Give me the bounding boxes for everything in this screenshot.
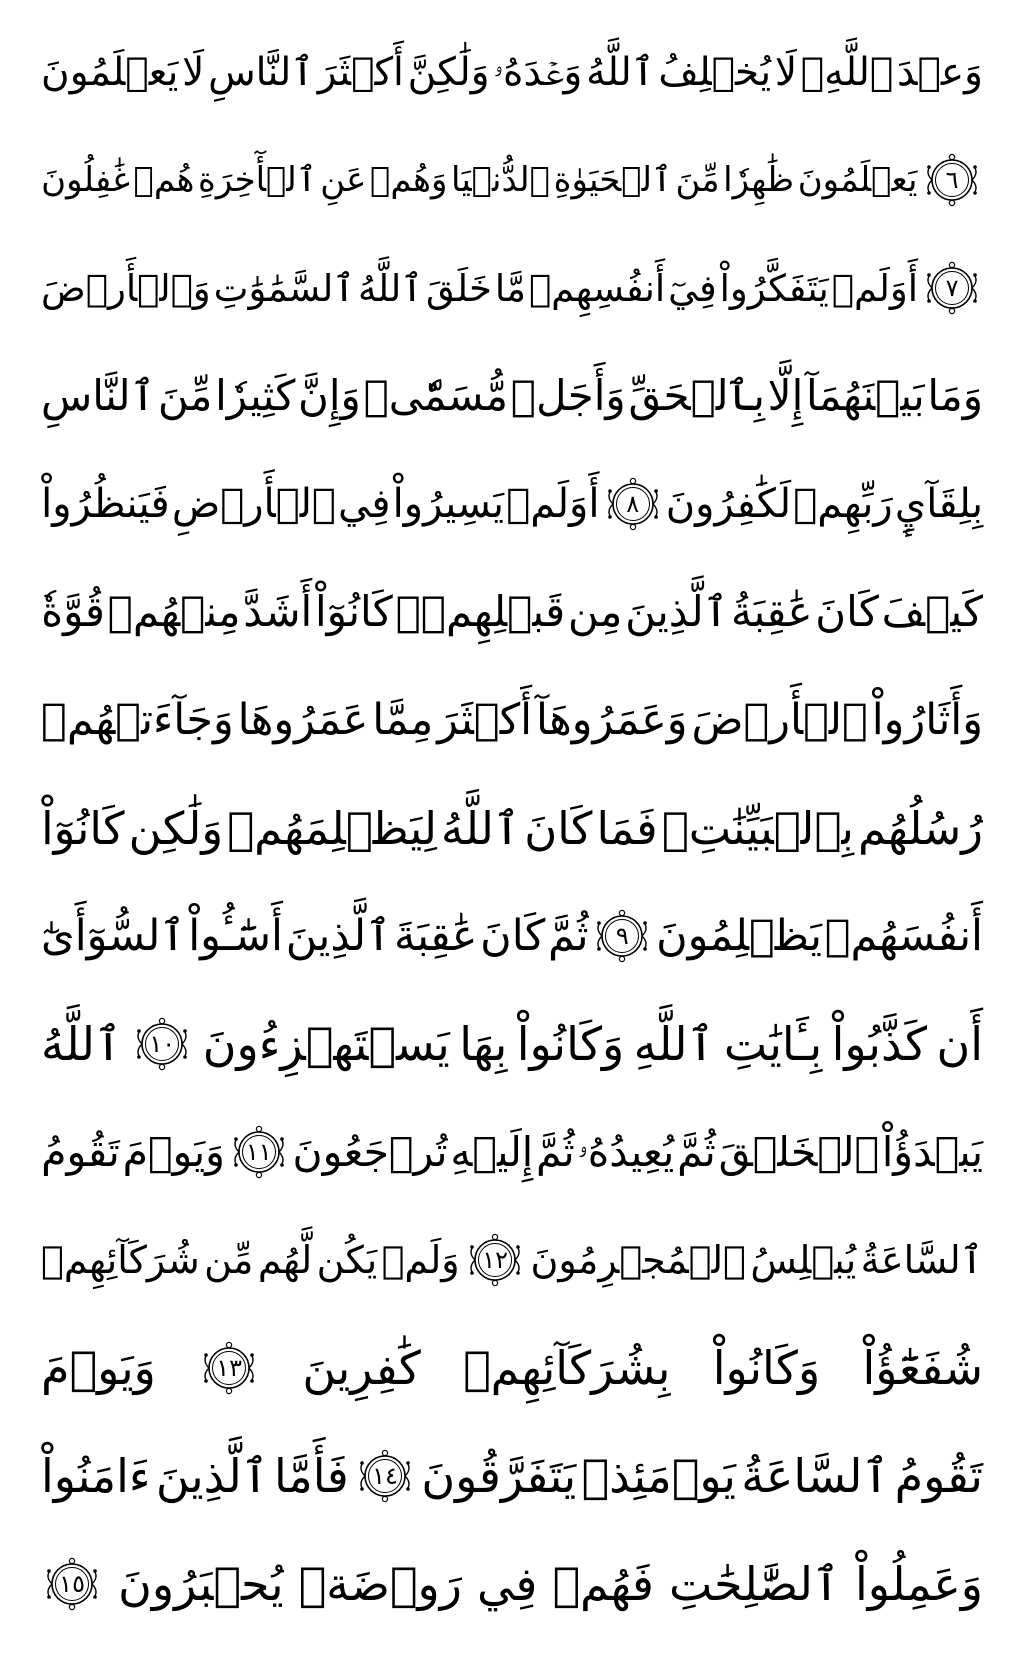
quran-word: فِي	[477, 1557, 538, 1611]
quran-word: فِيٓ	[668, 266, 717, 310]
quran-word: ٱلنَّاسِ	[41, 371, 156, 420]
quran-word: بِهَا	[459, 1017, 508, 1071]
quran-word: وَعَمِلُواْ	[854, 1557, 983, 1611]
quran-word: تَقُومُ	[41, 1127, 120, 1176]
quran-word: كَٰفِرِينَ	[302, 1341, 421, 1395]
quran-word: وَمَا	[927, 371, 983, 420]
quran-word: فَمَا	[596, 801, 658, 855]
ayah-number-marker	[920, 150, 984, 210]
quran-word: أَنفُسِهِمۗ	[528, 266, 666, 310]
quran-word: يَتَفَكَّرُواْ	[719, 266, 829, 310]
ayah-number: ٧	[945, 274, 959, 302]
quran-word: ٱلۡأَرۡضَ	[691, 694, 868, 745]
quran-word: ٱلسَّاعَةُ	[860, 1238, 983, 1282]
verse-line	[40, 238, 984, 338]
verse-line	[40, 346, 984, 446]
verse-line	[40, 670, 984, 770]
quran-word: وَأَجَلٖ	[510, 371, 626, 420]
quran-word: عَٰقِبَةَ	[393, 910, 478, 961]
quran-word: أَكۡثَرَ	[437, 694, 533, 745]
verse-line	[40, 1210, 984, 1310]
quran-word: ٱلنَّاسِ	[208, 49, 315, 95]
quran-word: عَمَرُوهَا	[237, 694, 369, 745]
quran-word: ٱللَّهُ	[357, 266, 423, 310]
quran-word: ٱللَّهِۖ	[800, 49, 894, 95]
quran-word: ثُمَّ	[535, 1127, 575, 1176]
quran-word: لَكَٰفِرُونَ	[665, 481, 792, 527]
quran-word: رُسُلُهُم	[857, 801, 983, 855]
quran-word: خَلَقَ	[425, 266, 492, 310]
verse-line	[40, 886, 984, 986]
quran-word: يَتَفَرَّقُونَ	[421, 1449, 577, 1503]
quran-word: أَن	[936, 1017, 983, 1071]
quran-word: بِٱلۡحَقِّ	[628, 371, 765, 420]
quran-word: وَأَثَارُواْ	[871, 694, 983, 745]
quran-word: وَكَانُواْ	[516, 1017, 625, 1071]
quran-word: ٱللَّهُ	[586, 49, 655, 95]
quran-word: إِلَّا	[767, 371, 804, 420]
quran-word: يَظۡلِمُونَ	[656, 910, 822, 961]
quran-word: ٱلصَّٰلِحَٰتِ	[668, 1557, 840, 1611]
quran-word: ٱلسُّوٓأَىٰٓ	[41, 910, 186, 961]
quran-word: أَكۡثَرَ	[317, 49, 404, 95]
quran-word: بِشُرَكَآئِهِمۡ	[463, 1341, 671, 1395]
verse-line	[40, 1102, 984, 1202]
ayah-number-marker	[463, 1230, 527, 1290]
quran-word: فَهُمۡ	[552, 1557, 654, 1611]
quran-word: وَٱلۡأَرۡضَ	[41, 266, 211, 310]
quran-word: إِلَيۡهِ	[450, 1127, 534, 1176]
ayah-number: ٩	[615, 922, 629, 950]
quran-word: يَسِيرُواْ	[392, 481, 505, 527]
verse-line	[40, 454, 984, 554]
quran-word: وَهُمۡ	[369, 160, 448, 200]
verse-line	[40, 22, 984, 122]
quran-word: رَوۡضَةٖ	[298, 1557, 462, 1611]
ayah-number-marker	[40, 1554, 104, 1614]
quran-word: لَا	[182, 49, 205, 95]
quran-word: مَّا	[494, 266, 526, 310]
verse-line	[40, 1426, 984, 1526]
ayah-number-marker	[920, 258, 984, 318]
verse-line	[40, 562, 984, 662]
verse-line	[40, 1318, 984, 1418]
quran-word: يَعۡلَمُونَ	[797, 160, 918, 200]
quran-word: كَانُوٓاْ	[314, 587, 393, 636]
verse-line	[40, 130, 984, 230]
quran-word: كَذَّبُواْ	[831, 1017, 928, 1071]
quran-word: كَانُوٓاْ	[41, 801, 125, 855]
quran-word: فِي	[338, 481, 391, 527]
quran-word: ٱلۡمُجۡرِمُونَ	[530, 1238, 746, 1282]
quran-word: كَانَ	[815, 587, 879, 636]
quran-word: مِن	[567, 587, 623, 636]
quran-word: هُمۡ	[133, 160, 195, 200]
quran-word: ٱلسَّمَٰوَٰتِ	[213, 266, 355, 310]
ayah-number-marker	[601, 474, 665, 534]
quran-word: تُرۡجَعُونَ	[292, 1127, 448, 1176]
quran-word: أَشَدَّ	[243, 587, 313, 636]
quran-word: يَكُن	[316, 1238, 378, 1282]
quran-word: غَٰفِلُونَ	[41, 160, 130, 200]
quran-word: ثُمَّ	[548, 910, 589, 961]
quran-word: لِيَظۡلِمَهُمۡ	[227, 801, 437, 855]
quran-word: وَإِنَّ	[298, 371, 361, 420]
quran-word: ٱلَّذِينَ	[155, 1449, 269, 1503]
quran-word: يَسۡتَهۡزِءُونَ	[202, 1017, 450, 1071]
quran-word: يُبۡلِسُ	[750, 1238, 857, 1282]
quran-word: ٱلۡأَرۡضِ	[171, 481, 336, 527]
quran-word: يُعِيدُهُۥ	[577, 1127, 675, 1176]
quran-word: وَلَٰكِنَّ	[407, 49, 490, 95]
ayah-number: ١٣	[216, 1354, 243, 1382]
quran-word: فَأَمَّا	[274, 1449, 349, 1503]
quran-word: قُوَّةٗ	[41, 587, 105, 636]
quran-word: يَعۡلَمُونَ	[41, 49, 179, 95]
quran-word: مِّنَ	[157, 371, 213, 420]
quran-word: وَكَانُواْ	[712, 1341, 821, 1395]
quran-word: وَعَمَرُوهَآ	[536, 694, 688, 745]
quran-word: مِنۡهُمۡ	[107, 587, 241, 636]
quran-word: مِمَّا	[372, 694, 434, 745]
ayah-number: ١٠	[149, 1030, 176, 1058]
quran-word: أَوَلَمۡ	[506, 481, 600, 527]
quran-word: وَلَمۡ	[381, 1238, 460, 1282]
ayah-number-marker	[590, 906, 654, 966]
ayah-number-marker	[227, 1122, 291, 1182]
quran-word: مِّن	[204, 1238, 254, 1282]
quran-word: عَنِ	[320, 160, 367, 200]
quran-word: يَبۡدَؤُاْ	[881, 1127, 983, 1176]
quran-word: مُّسَمّٗىۗ	[363, 371, 509, 420]
quran-word: وَلَٰكِن	[128, 801, 224, 855]
quran-word: وَجَآءَتۡهُمۡ	[41, 694, 234, 745]
quran-word: ٱلسَّاعَةُ	[741, 1449, 890, 1503]
ayah-number-marker	[130, 1014, 194, 1074]
quran-word: ءَامَنُواْ	[41, 1449, 151, 1503]
quran-word: وَيَوۡمَ	[122, 1127, 225, 1176]
quran-word: أَسَٰٓـُٔواْ	[188, 910, 283, 961]
ayah-number: ١٢	[482, 1246, 508, 1274]
quran-word: شُرَكَآئِهِمۡ	[41, 1238, 200, 1282]
quran-word: أَنفُسَهُمۡ	[824, 910, 983, 961]
quran-word: لَا	[774, 49, 798, 95]
quran-word: شُفَعَٰٓؤُاْ	[862, 1341, 983, 1395]
quran-word: رَبِّهِمۡ	[793, 481, 893, 527]
quran-word: كَيۡفَ	[881, 587, 983, 636]
quran-word: وَعۡدَ	[897, 49, 983, 95]
verse-line	[40, 994, 984, 1094]
verse-line	[40, 778, 984, 878]
quran-word: وَعۡدَهُۥ	[493, 49, 583, 95]
quran-word: لَّهُم	[257, 1238, 313, 1282]
ayah-number: ٨	[626, 490, 640, 518]
quran-word: وَيَوۡمَ	[41, 1341, 156, 1395]
quran-word: يَوۡمَئِذٖ	[581, 1449, 736, 1503]
quran-word: ٱلۡحَيَوٰةِ	[553, 160, 672, 200]
quran-word: عَٰقِبَةُ	[731, 587, 813, 636]
quran-word: يُخۡلِفُ	[658, 49, 772, 95]
quran-word: ٱلۡأٓخِرَةِ	[198, 160, 317, 200]
quran-word: ٱلَّذِينَ	[625, 587, 729, 636]
ayah-number: ١٤	[372, 1462, 398, 1490]
quran-word: كَانَ	[524, 801, 593, 855]
verse-line	[40, 1534, 984, 1634]
quran-word: قَبۡلِهِمۡۚ	[395, 587, 566, 636]
ayah-number-marker	[197, 1338, 261, 1398]
quran-word: فَيَنظُرُواْ	[41, 481, 170, 527]
verse-lines	[40, 22, 984, 1634]
quran-word: ثُمَّ	[677, 1127, 716, 1176]
quran-word: بِلِقَآيِٕ	[894, 481, 983, 527]
ayah-number-marker	[353, 1446, 417, 1506]
quran-word: كَثِيرٗا	[215, 371, 296, 420]
quran-word: ٱللَّهُ	[441, 801, 521, 855]
quran-word: بِٱلۡبَيِّنَٰتِۖ	[661, 801, 854, 855]
quran-word: ظَٰهِرٗا	[723, 160, 795, 200]
quran-word: ٱللَّهِ	[633, 1017, 715, 1071]
quran-word: أَوَلَمۡ	[831, 266, 919, 310]
quran-word: ٱلَّذِينَ	[285, 910, 392, 961]
ayah-number: ١٥	[59, 1570, 85, 1598]
quran-word: ٱلۡخَلۡقَ	[718, 1127, 880, 1176]
quran-word: يُحۡبَرُونَ	[118, 1557, 284, 1611]
quran-word: بَيۡنَهُمَآ	[806, 371, 925, 420]
quran-word: ٱلدُّنۡيَا	[450, 160, 551, 200]
ayah-number: ١١	[245, 1138, 272, 1166]
quran-word: ٱللَّهُ	[41, 1017, 122, 1071]
quran-word: تَقُومُ	[894, 1449, 983, 1503]
quran-word: مِّنَ	[675, 160, 720, 200]
quran-word: كَانَ	[480, 910, 546, 961]
quran-word: بِـَٔايَٰتِ	[723, 1017, 823, 1071]
ayah-number: ٦	[945, 166, 959, 194]
